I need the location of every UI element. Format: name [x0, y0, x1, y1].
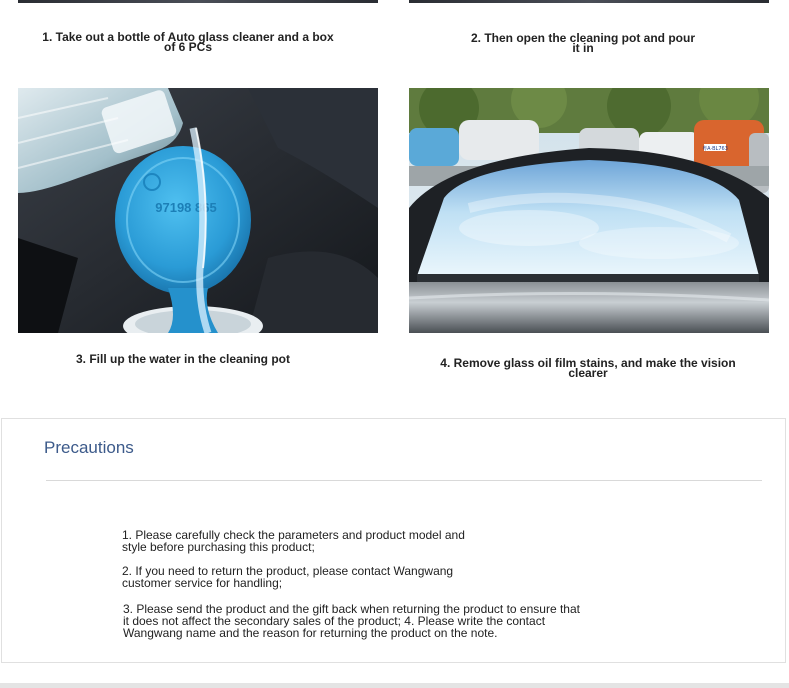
- precaution-item-3: 3. Please send the product and the gift back when returning the product to ensure that it does not affect the secondary sales of the product; 4. Please write the contact Wangwang name and the reason for returning the product on the note.: [123, 602, 580, 640]
- step-3-photo: [18, 88, 378, 333]
- precautions-title: Precautions: [44, 438, 134, 457]
- step-3-caption: 3. Fill up the water in the cleaning pot: [75, 352, 291, 366]
- step-1-caption: 1. Take out a bottle of Auto glass cleaner and a box of 6 PCs: [42, 30, 334, 54]
- photo-1-bottom-edge: [18, 0, 378, 3]
- cap-text: 97198 865: [155, 200, 217, 215]
- reservoir-illustration: [18, 88, 378, 333]
- windshield-illustration: [409, 88, 769, 333]
- step-4-caption: 4. Remove glass oil film stains, and make the vision clearer: [440, 356, 736, 380]
- precautions-section: [1, 418, 786, 663]
- photo-2-bottom-edge: [409, 0, 769, 3]
- step-2-caption: 2. Then open the cleaning pot and pour it in: [470, 31, 695, 55]
- page-bottom-bar: [0, 683, 789, 688]
- precaution-item-1: 1. Please carefully check the parameters and product model and style before purchasing this product;: [122, 528, 465, 554]
- license-plate-text: 粤A·BL763: [702, 146, 728, 152]
- reservoir-cap-icon: [115, 146, 251, 294]
- step-4-photo: [409, 88, 769, 333]
- precaution-item-2: 2. If you need to return the product, please contact Wangwang customer service for handling;: [122, 564, 454, 590]
- precautions-divider: [46, 480, 762, 481]
